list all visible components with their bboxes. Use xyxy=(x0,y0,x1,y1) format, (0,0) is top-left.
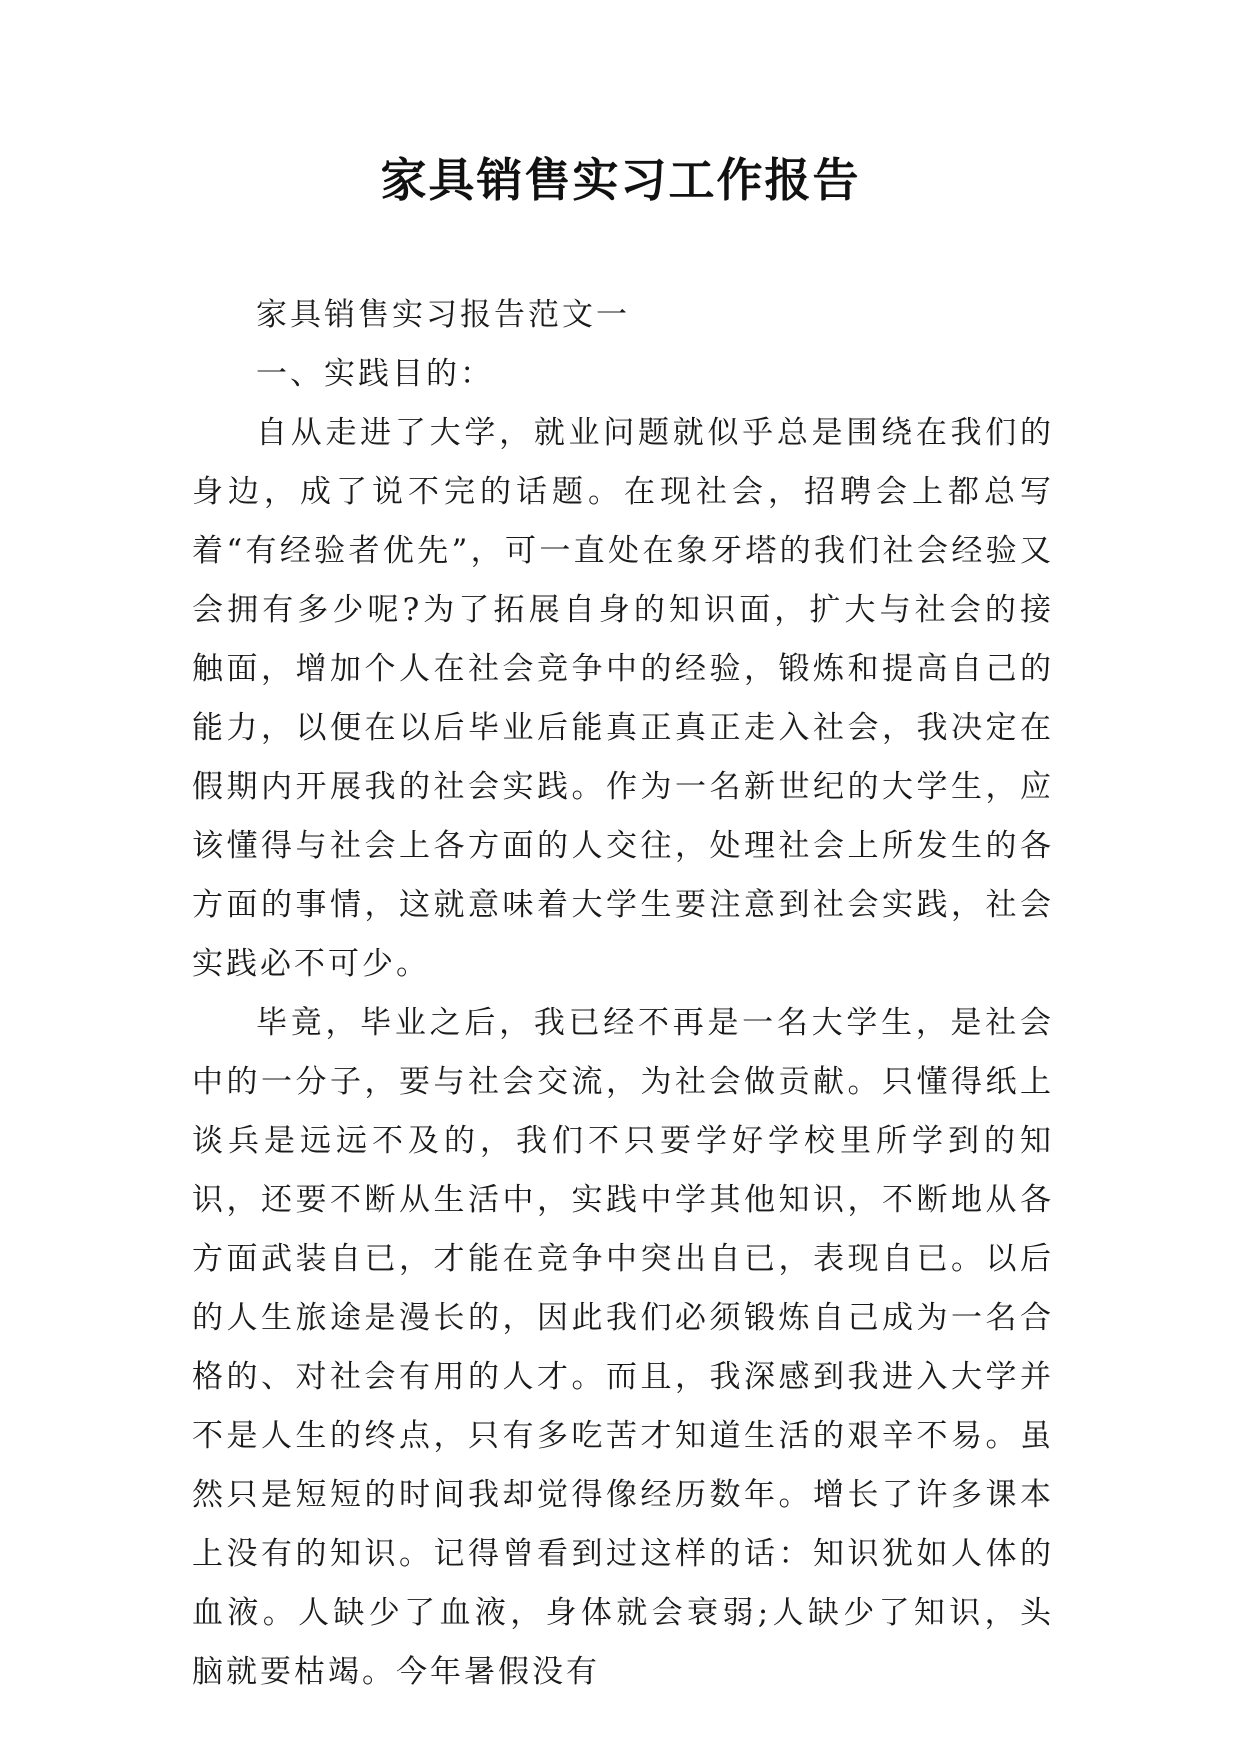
document-title: 家具销售实习工作报告 xyxy=(380,153,861,207)
body-paragraph: 自从走进了大学，就业问题就似乎总是围绕在我们的身边，成了说不完的话题。在现社会，招聘会上都总写着“有经验者优先”，可一直处在象牙塔的我们社会经验又会拥有多少呢?为了拓展自身的知识面，扩大与社会的接触面，增加个人在社会竞争中的经验，锻炼和提高自己的能力，以便在以后毕业后能真正真正走入社会，我决定在假期内开展我的社会实践。作为一名新世纪的大学生，应该懂得与社会上各方面的人交往，处理社会上所发生的各方面的事情，这就意味着大学生要注意到社会实践，社会实践必不可少。 xyxy=(192,415,1054,982)
document-body xyxy=(192,286,1054,1702)
body-paragraph: 毕竟，毕业之后，我已经不再是一名大学生，是社会中的一分子，要与社会交流，为社会做贡献。只懂得纸上谈兵是远远不及的，我们不只要学好学校里所学到的知识，还要不断从生活中，实践中学其他知识，不断地从各方面武装自已，才能在竞争中突出自已，表现自已。以后的人生旅途是漫长的，因此我们必须锻炼自己成为一名合格的、对社会有用的人才。而且，我深感到我进入大学并不是人生的终点，只有多吃苦才知道生活的艰辛不易。虽然只是短短的时间我却觉得像经历数年。增长了许多课本上没有的知识。记得曾看到过这样的话：知识犹如人体的血液。人缺少了血液，身体就会衰弱;人缺少了知识，头脑就要枯竭。今年暑假没有 xyxy=(192,1005,1054,1690)
section-heading: 家具销售实习报告范文一 xyxy=(256,297,630,333)
subsection-heading: 一、实践目的： xyxy=(256,356,494,392)
